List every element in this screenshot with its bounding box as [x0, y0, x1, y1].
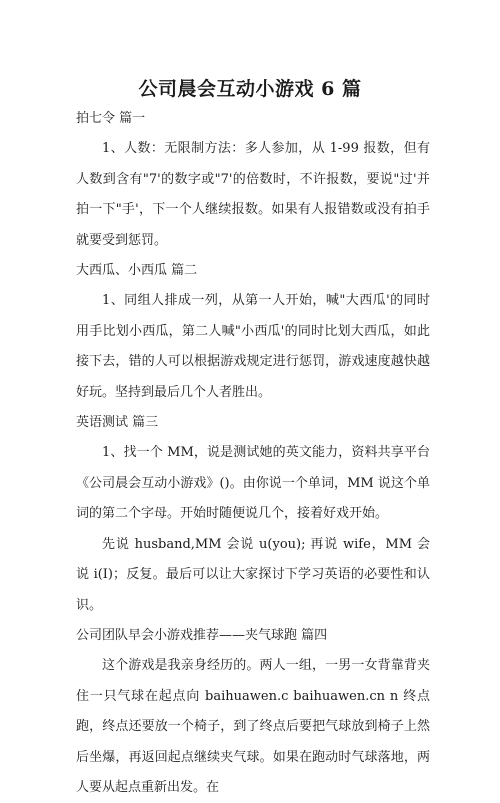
paragraph: 先说 husband,MM 会说 u(you); 再说 wife，MM 会说 i(I)；反复。最后可以让大家探讨下学习英语的必要性和认识。 [76, 536, 430, 613]
section-heading: 公司团队早会小游戏推荐——夹气球跑 篇四 [76, 627, 328, 643]
paragraph: 1、同组人排成一列，从第一人开始，喊"大西瓜'的同时用手比划小西瓜，第二人喊"小西瓜'的同时比划大西瓜，如此接下去，错的人可以根据游戏规定进行惩罚，游戏速度越快越好玩。坚持到最后几个人者胜出。 [76, 293, 430, 400]
paragraph: 这个游戏是我亲身经历的。两人一组，一男一女背靠背夹住一只气球在起点向 baihuawen.c baihuawen.cn n 终点跑，终点还要放一个椅子，到了终点后要把气球放到椅子上然后坐爆，再返回起点继续夹气球。如果在跑动时气球落地，两人要从起点重新出发。在 [76, 658, 430, 795]
paragraph: 1、找一个 MM，说是测试她的英文能力，资料共享平台《公司晨会互动小游戏》()。由你说一个单词，MM 说这个单词的第二个字母。开始时随便说几个，接着好戏开始。 [76, 445, 430, 522]
section-heading: 英语测试 篇三 [76, 415, 159, 431]
section-heading: 拍七令 篇一 [76, 111, 146, 126]
paragraph: 1、人数：无限制方法：多人参加，从 1-99 报数，但有人数到含有"7'的数字或"7'的倍数时，不许报数，要说"过'并拍一下"手'，下一个人继续报数。如果有人报错数或没有拍手就要受到惩罚。 [76, 141, 430, 248]
section-heading: 大西瓜、小西瓜 篇二 [76, 263, 198, 279]
document-body [76, 104, 430, 803]
document-title: 公司晨会互动小游戏 6 篇 [138, 78, 362, 100]
